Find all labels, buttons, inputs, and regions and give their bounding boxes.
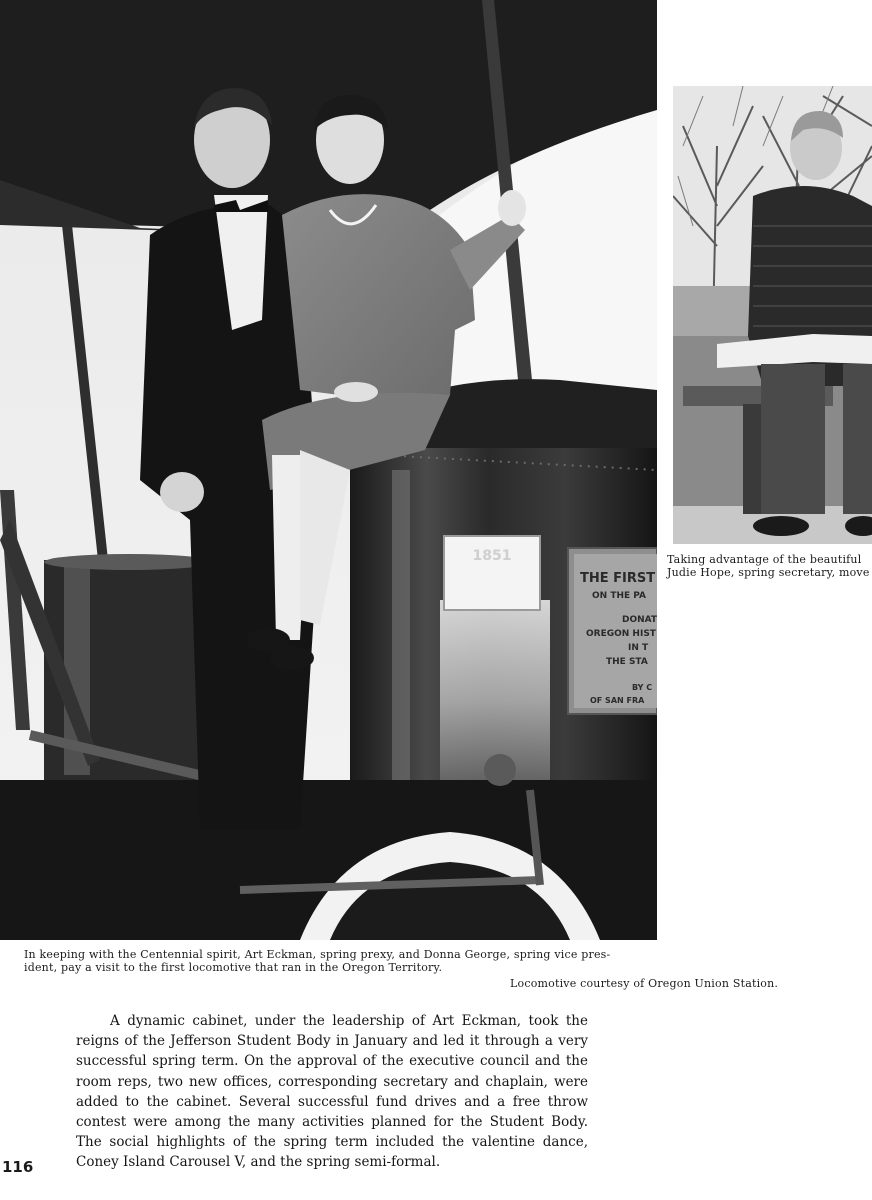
- side-photo-caption: [667, 553, 872, 579]
- license-plate-text: 1851: [472, 548, 512, 564]
- plaque-line: BY C: [632, 683, 653, 692]
- plaque-line: ON THE PA: [592, 591, 647, 601]
- side-caption-line-2: Judie Hope, spring secretary, move: [667, 566, 870, 579]
- page-number: 116: [2, 1158, 34, 1176]
- side-photo: [673, 86, 872, 544]
- plaque-line: OF SAN FRA: [590, 696, 645, 705]
- main-caption-line-2: ident, pay a visit to the first locomotive that ran in the Oregon Territory.: [24, 961, 443, 974]
- main-photo-caption: [24, 948, 644, 974]
- plaque-line: THE FIRST: [580, 571, 656, 586]
- plaque-line: DONAT: [622, 615, 657, 625]
- main-caption-line-1: In keeping with the Centennial spirit, Art Eckman, spring prexy, and Donna George, spring vice pres-: [24, 948, 611, 961]
- photo-credit: Locomotive courtesy of Oregon Union Station.: [510, 977, 779, 990]
- plaque-line: OREGON HIST: [586, 629, 656, 639]
- plaque-line: IN T: [628, 643, 649, 653]
- plaque-line: THE STA: [606, 657, 648, 667]
- body-paragraph: A dynamic cabinet, under the leadership of Art Eckman, took the reigns of the Jefferson Student Body in January and led it through a very successful spring term. On the approval of the executive council and the room reps, two new offices, corresponding secretary and chaplain, were added to the cabinet. Several successful fund drives and a free throw contest were among the many activities planned for the Student Body. The social highlights of the spring term included the valentine dance, Coney Island Carousel V, and the spring semi-formal.: [76, 1013, 588, 1171]
- side-caption-line-1: Taking advantage of the beautiful: [667, 553, 862, 566]
